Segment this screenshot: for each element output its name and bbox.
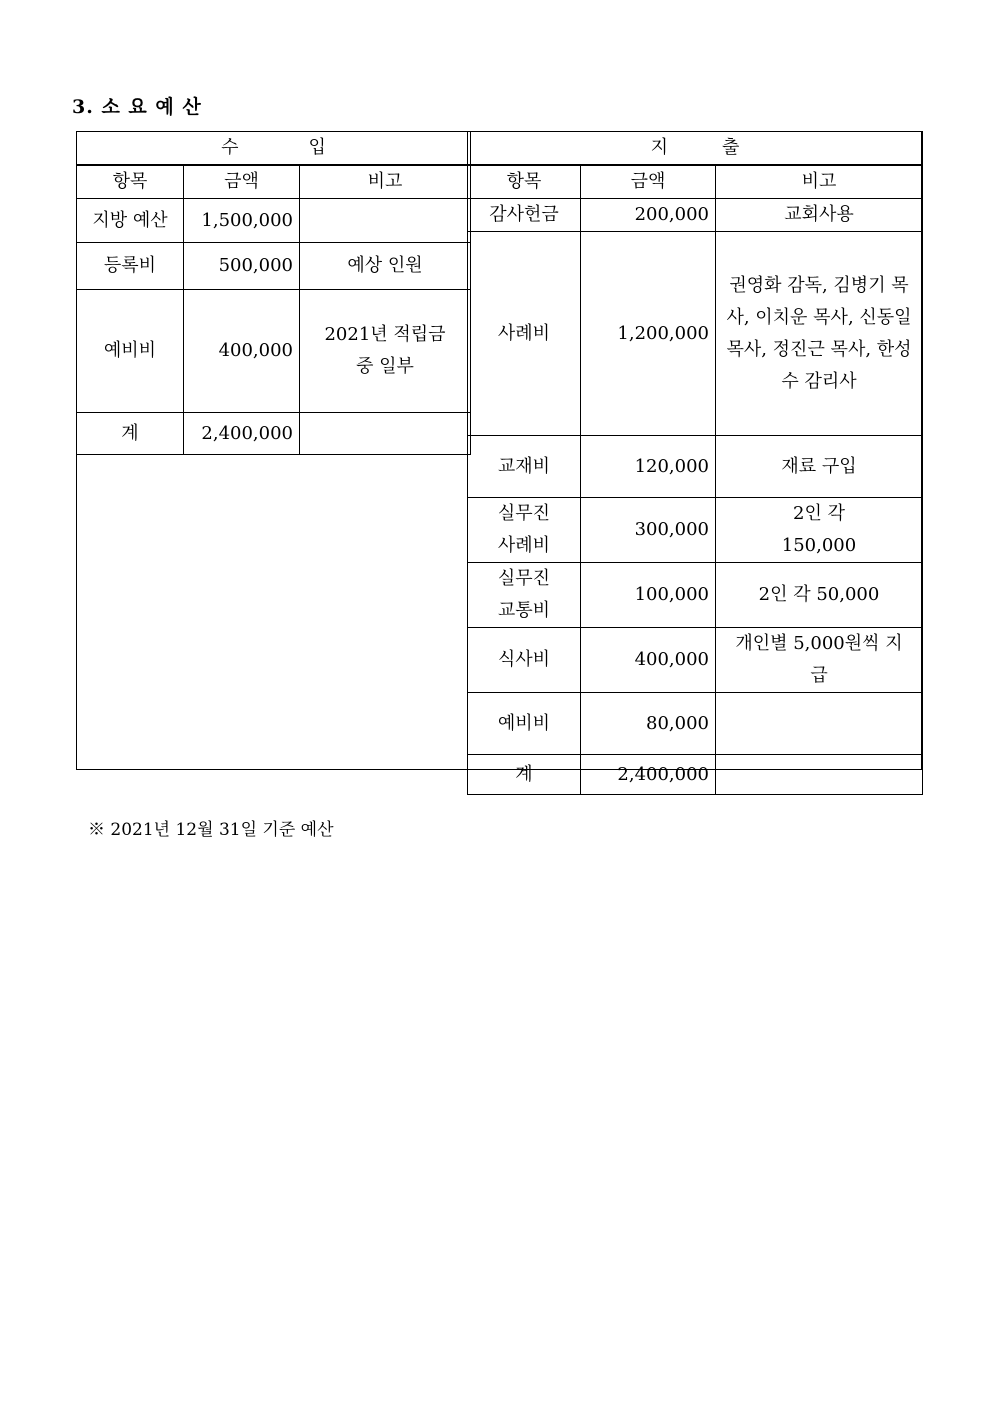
table-row (468, 199, 923, 232)
expense-item: 실무진 교통비 (468, 563, 581, 628)
table-row (77, 413, 471, 455)
income-item: 등록비 (77, 243, 184, 290)
expense-title-right: 출 (722, 137, 740, 158)
expense-header-row (468, 165, 923, 199)
income-panel (76, 131, 468, 770)
income-amount: 400,000 (184, 290, 300, 413)
footnote: ※ 2021년 12월 31일 기준 예산 (88, 820, 334, 840)
income-item: 지방 예산 (77, 199, 184, 243)
expense-title-left: 지 (650, 137, 668, 158)
expense-title (468, 132, 923, 166)
expense-panel (467, 131, 922, 785)
expense-header-note: 비고 (716, 165, 923, 199)
income-header-amount: 금액 (184, 165, 300, 199)
table-row (468, 563, 923, 628)
expense-note: 개인별 5,000원씩 지급 (716, 628, 923, 693)
expense-amount: 100,000 (581, 563, 716, 628)
table-row (468, 693, 923, 755)
expense-note (716, 755, 923, 795)
income-item: 계 (77, 413, 184, 455)
income-amount: 1,500,000 (184, 199, 300, 243)
income-title (77, 132, 471, 166)
expense-item: 식사비 (468, 628, 581, 693)
expense-note: 2인 각 150,000 (716, 498, 923, 563)
expense-header-amount: 금액 (581, 165, 716, 199)
expense-amount: 120,000 (581, 436, 716, 498)
income-note: 2021년 적립금 중 일부 (300, 290, 471, 413)
expense-item: 감사헌금 (468, 199, 581, 232)
table-row (77, 199, 471, 243)
table-row (77, 243, 471, 290)
expense-title-row (468, 132, 923, 166)
expense-item: 사례비 (468, 232, 581, 436)
expense-header-item: 항목 (468, 165, 581, 199)
table-row (468, 232, 923, 436)
expense-amount: 400,000 (581, 628, 716, 693)
table-row (468, 628, 923, 693)
expense-amount: 80,000 (581, 693, 716, 755)
expense-note: 권영화 감독, 김병기 목사, 이치운 목사, 신동일 목사, 정진근 목사, 한성수 감리사 (716, 232, 923, 436)
expense-item: 예비비 (468, 693, 581, 755)
table-row (468, 498, 923, 563)
expense-table (467, 131, 923, 795)
income-header-item: 항목 (77, 165, 184, 199)
expense-amount: 300,000 (581, 498, 716, 563)
income-note (300, 413, 471, 455)
expense-item: 계 (468, 755, 581, 795)
income-header-note: 비고 (300, 165, 471, 199)
expense-amount: 2,400,000 (581, 755, 716, 795)
income-title-left: 수 (221, 137, 239, 158)
expense-amount: 1,200,000 (581, 232, 716, 436)
table-row (77, 290, 471, 413)
expense-item: 실무진 사례비 (468, 498, 581, 563)
income-amount: 500,000 (184, 243, 300, 290)
expense-amount: 200,000 (581, 199, 716, 232)
table-row (468, 436, 923, 498)
income-title-row (77, 132, 471, 166)
expense-note (716, 693, 923, 755)
expense-item: 교재비 (468, 436, 581, 498)
income-note (300, 199, 471, 243)
table-row (468, 755, 923, 795)
section-title: 3. 소 요 예 산 (72, 96, 202, 118)
income-note: 예상 인원 (300, 243, 471, 290)
expense-note: 2인 각 50,000 (716, 563, 923, 628)
income-title-right: 입 (308, 137, 326, 158)
expense-note: 재료 구입 (716, 436, 923, 498)
income-amount: 2,400,000 (184, 413, 300, 455)
income-item: 예비비 (77, 290, 184, 413)
income-header-row (77, 165, 471, 199)
income-table (76, 131, 471, 455)
expense-note: 교회사용 (716, 199, 923, 232)
